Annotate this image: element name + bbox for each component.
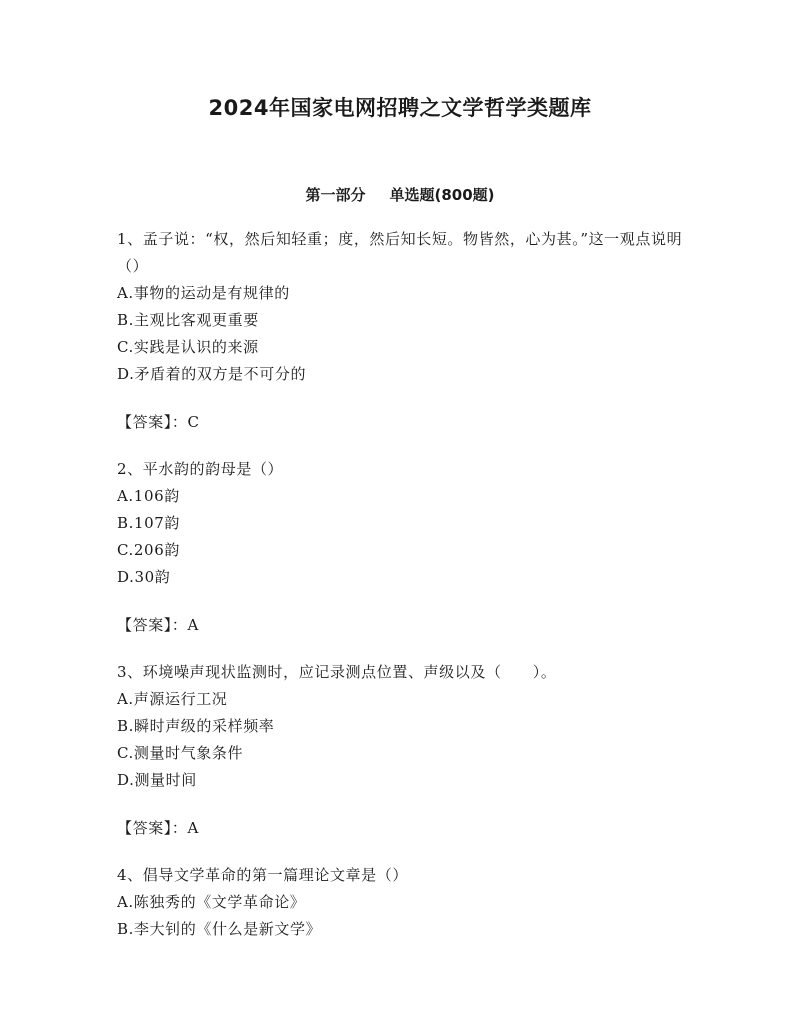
document-title: 2024年国家电网招聘之文学哲学类题库 — [208, 96, 592, 120]
option-b: B.李大钊的《什么是新文学》 — [117, 920, 322, 938]
question-list — [117, 226, 683, 943]
question-item — [117, 659, 683, 842]
option-d: D.测量时间 — [117, 771, 197, 789]
option-list — [117, 483, 683, 591]
option-c: C.测量时气象条件 — [117, 744, 244, 762]
answer-label: 【答案】： — [117, 616, 188, 634]
question-stem: 4、倡导文学革命的第一篇理论文章是（） — [117, 866, 408, 884]
option-b: B.主观比客观更重要 — [117, 311, 259, 329]
option-c: C.206韵 — [117, 541, 180, 559]
option-a: A.106韵 — [117, 487, 180, 505]
option-list — [117, 686, 683, 794]
question-item — [117, 456, 683, 639]
answer-label: 【答案】： — [117, 819, 188, 837]
answer-line — [117, 815, 683, 842]
option-a: A.事物的运动是有规律的 — [117, 284, 290, 302]
section-heading — [0, 182, 800, 208]
option-c: C.实践是认识的来源 — [117, 338, 259, 356]
option-b: B.107韵 — [117, 514, 181, 532]
section-type: 单选题(800题) — [389, 186, 495, 204]
answer-value: A — [187, 819, 199, 837]
answer-value: A — [187, 616, 199, 634]
question-stem: 2、平水韵的韵母是（） — [117, 460, 284, 478]
option-a: A.陈独秀的《文学革命论》 — [117, 893, 306, 911]
answer-value: C — [187, 413, 200, 431]
section-part: 第一部分 — [305, 186, 366, 204]
option-list — [117, 889, 683, 943]
question-stem: 1、孟子说：“权，然后知轻重；度，然后知长短。物皆然，心为甚。”这一观点说明（） — [117, 230, 683, 275]
question-item — [117, 226, 683, 436]
answer-line — [117, 409, 683, 436]
option-d: D.30韵 — [117, 568, 171, 586]
question-item — [117, 862, 683, 943]
answer-label: 【答案】： — [117, 413, 188, 431]
option-d: D.矛盾着的双方是不可分的 — [117, 365, 307, 383]
question-stem: 3、环境噪声现状监测时，应记录测点位置、声级以及（ ）。 — [117, 663, 557, 681]
option-list — [117, 280, 683, 388]
answer-line — [117, 612, 683, 639]
option-b: B.瞬时声级的采样频率 — [117, 717, 275, 735]
option-a: A.声源运行工况 — [117, 690, 228, 708]
